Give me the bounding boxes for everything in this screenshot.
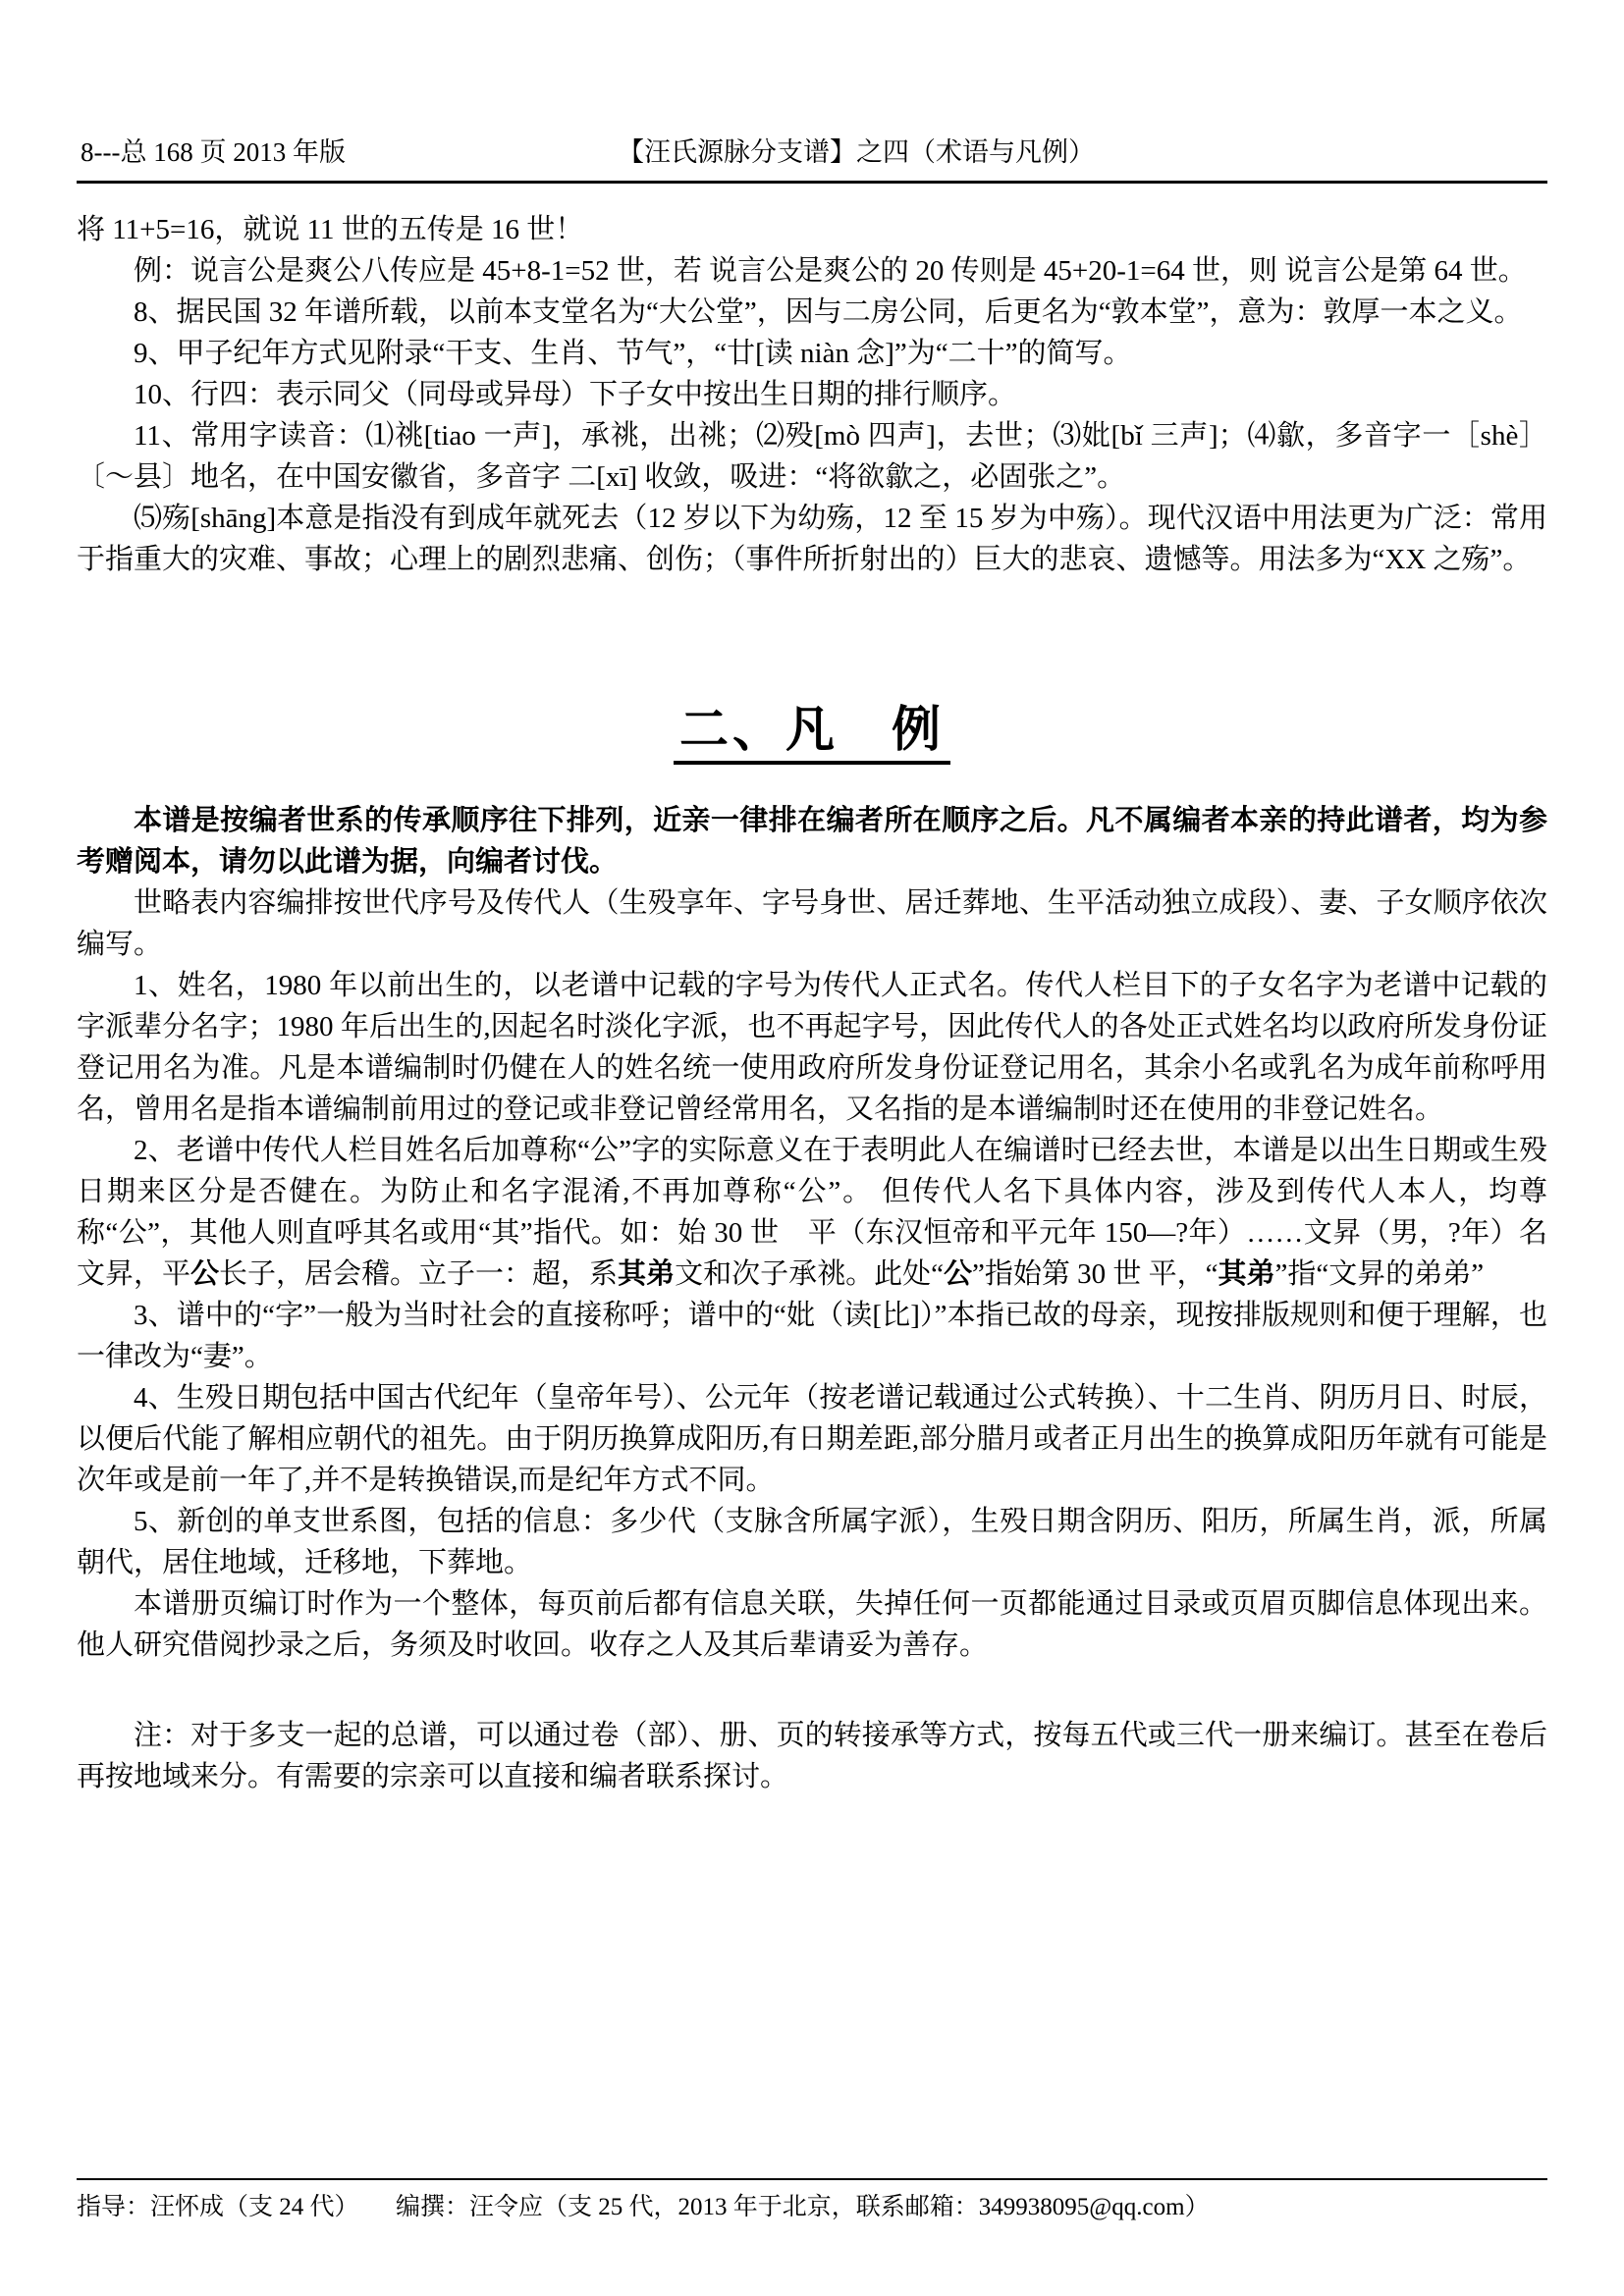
page-number-label: 8---总 168 页 2013 年版 bbox=[81, 137, 346, 167]
text-run: 其弟 bbox=[618, 1258, 676, 1290]
text-run: 2、老谱中传代人栏目姓名后加尊称“公”字的实际意义在于表明此人在编谱时已经去世，本谱是以出生日期或生殁日期来区分是否健在。为防止和名字混淆,不再加尊称“公”。 但传代人名下具体内容，涉及到传代人本人，均尊称“公”，其他人则直呼其名或用“其”指代。如：始 30 世 平（东汉恒帝和平元年 150—?年）……文昇（男，?年）名文昇，平 bbox=[77, 1135, 1547, 1290]
page-footer bbox=[77, 2178, 1547, 2223]
text-run: ”指“文昇的弟弟” bbox=[1274, 1258, 1485, 1290]
paragraph bbox=[77, 333, 1547, 374]
text-run: ”指始第 30 世 平，“ bbox=[971, 1258, 1218, 1290]
text-run: 5、新创的单支世系图，包括的信息：多少代（支脉含所属字派），生殁日期含阴历、阳历，所属生肖，派，所属朝代，居住地域，迁移地，下葬地。 bbox=[77, 1506, 1547, 1578]
text-run: 3、谱中的“字”一般为当时社会的直接称呼；谱中的“妣（读[比]）”本指已故的母亲，现按排版规则和便于理解，也一律改为“妻”。 bbox=[77, 1300, 1547, 1372]
text-run: 文和次子承祧。此处“ bbox=[675, 1258, 944, 1290]
section-title: 二、凡 例 bbox=[674, 700, 950, 765]
text-run: 11、常用字读音：⑴祧[tiao 一声]，承祧，出祧；⑵殁[mò 四声]，去世；⑶妣[bǐ 三声]；⑷歙，多音字一［shè］〔～县〕地名，在中国安徽省，多音字 二[xī] 收敛，吸进：“将欲歙之，必固张之”。 bbox=[77, 420, 1547, 493]
text-run: 将 11+5=16，就说 11 世的五传是 16 世！ bbox=[77, 214, 584, 245]
text-run: 8、据民国 32 年谱所载，以前本支堂名为“大公堂”，因与二房公同，后更名为“敦本堂”，意为：敦厚一本之义。 bbox=[134, 296, 1523, 328]
paragraph bbox=[77, 882, 1547, 965]
paragraph bbox=[77, 1715, 1547, 1797]
paragraph bbox=[77, 374, 1547, 415]
paragraph bbox=[77, 209, 1547, 250]
paragraph bbox=[77, 1130, 1547, 1295]
text-run: 其弟 bbox=[1218, 1258, 1275, 1290]
text-run: 10、行四：表示同父（同母或异母）下子女中按出生日期的排行顺序。 bbox=[134, 379, 1017, 410]
paragraph bbox=[77, 292, 1547, 333]
text-run: 本谱册页编订时作为一个整体，每页前后都有信息关联，失掉任何一页都能通过目录或页眉页脚信息体现出来。他人研究借阅抄录之后，务须及时收回。收存之人及其后辈请妥为善存。 bbox=[77, 1588, 1547, 1661]
fanli-section bbox=[77, 800, 1547, 1666]
paragraph bbox=[77, 498, 1547, 580]
section-title-wrap bbox=[77, 700, 1547, 765]
text-run: 长子，居会稽。立子一：超，系 bbox=[219, 1258, 619, 1290]
paragraph bbox=[77, 1583, 1547, 1666]
note-section bbox=[77, 1715, 1547, 1797]
terms-section bbox=[77, 209, 1547, 580]
text-run: 世略表内容编排按世代序号及传代人（生殁享年、字号身世、居迁葬地、生平活动独立成段）、妻、子女顺序依次编写。 bbox=[77, 887, 1547, 960]
footer-text: 指导：汪怀成（支 24 代） 编撰：汪令应（支 25 代，2013 年于北京，联系邮箱：349938095@qq.com） bbox=[77, 2194, 1210, 2220]
paragraph bbox=[77, 1377, 1547, 1501]
book-title: 【汪氏源脉分支谱】之四（术语与凡例） bbox=[618, 137, 1095, 167]
paragraph bbox=[77, 800, 1547, 882]
paragraph bbox=[77, 1295, 1547, 1377]
text-run: 公 bbox=[190, 1258, 220, 1290]
text-run: 4、生殁日期包括中国古代纪年（皇帝年号）、公元年（按老谱记载通过公式转换）、十二生肖、阴历月日、时辰，以便后代能了解相应朝代的祖先。由于阴历换算成阳历,有日期差距,部分腊月或者正月出生的换算成阳历年就有可能是次年或是前一年了,并不是转换错误,而是纪年方式不同。 bbox=[77, 1382, 1547, 1496]
text-run: 注：对于多支一起的总谱，可以通过卷（部）、册、页的转接承等方式，按每五代或三代一册来编订。甚至在卷后再按地域来分。有需要的宗亲可以直接和编者联系探讨。 bbox=[77, 1720, 1547, 1792]
paragraph bbox=[77, 965, 1547, 1130]
text-run: 本谱是按编者世系的传承顺序往下排列，近亲一律排在编者所在顺序之后。凡不属编者本亲的持此谱者，均为参考赠阅本，请勿以此谱为据，向编者讨伐。 bbox=[77, 805, 1547, 878]
text-run: 9、甲子纪年方式见附录“干支、生肖、节气”，“廿[读 niàn 念]”为“二十”的简写。 bbox=[134, 338, 1132, 369]
paragraph bbox=[77, 250, 1547, 292]
page-header bbox=[77, 133, 1547, 184]
paragraph bbox=[77, 1501, 1547, 1583]
text-run: 例：说言公是爽公八传应是 45+8-1=52 世，若 说言公是爽公的 20 传则是 45+20-1=64 世，则 说言公是第 64 世。 bbox=[134, 255, 1527, 287]
paragraph bbox=[77, 415, 1547, 498]
text-run: 公 bbox=[943, 1258, 972, 1290]
text-run: 1、姓名，1980 年以前出生的，以老谱中记载的字号为传代人正式名。传代人栏目下的子女名字为老谱中记载的字派辈分名字；1980 年后出生的,因起名时淡化字派，也不再起字号，因此传代人的各处正式姓名均以政府所发身份证登记用名为准。凡是本谱编制时仍健在人的姓名统一使用政府所发身份证登记用名，其余小名或乳名为成年前称呼用名，曾用名是指本谱编制前用过的登记或非登记曾经常用名，又名指的是本谱编制时还在使用的非登记姓名。 bbox=[77, 970, 1547, 1125]
text-run: ⑸殇[shāng]本意是指没有到成年就死去（12 岁以下为幼殇，12 至 15 岁为中殇）。现代汉语中用法更为广泛：常用于指重大的灾难、事故；心理上的剧烈悲痛、创伤；（事件所折射出的）巨大的悲哀、遗憾等。用法多为“XX 之殇”。 bbox=[77, 503, 1547, 575]
